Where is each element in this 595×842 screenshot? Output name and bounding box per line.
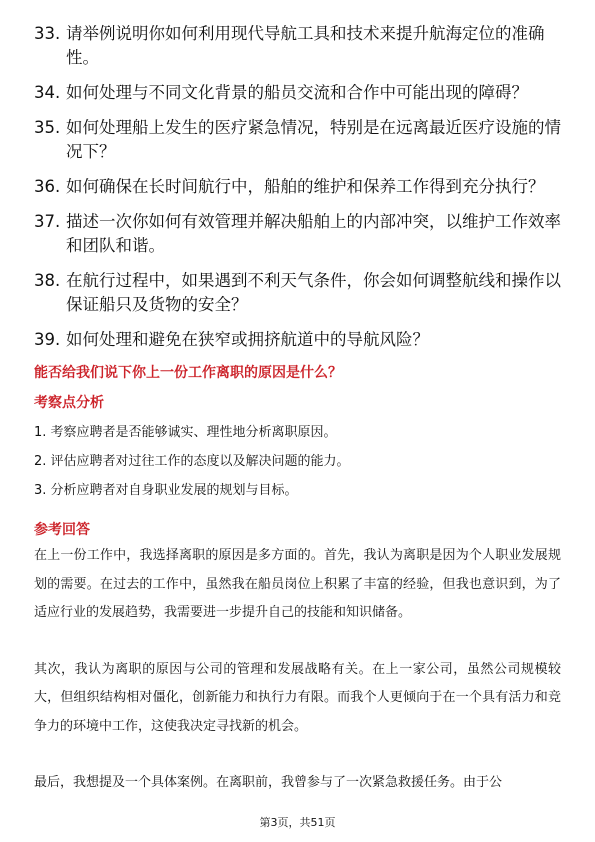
section-title: 能否给我们说下你上一份工作离职的原因是什么？ — [34, 365, 342, 381]
question-list — [34, 22, 561, 352]
question-text: 如何处理与不同文化背景的船员交流和合作中可能出现的障碍？ — [66, 83, 528, 102]
paragraph-spacer — [34, 741, 561, 769]
answer-heading: 参考回答 — [34, 522, 90, 538]
analysis-heading: 考察点分析 — [34, 395, 104, 411]
paragraph-spacer — [34, 628, 561, 656]
question-number: 39. — [34, 330, 61, 349]
question-number: 36. — [34, 177, 61, 196]
question-item — [34, 328, 561, 352]
question-item — [34, 22, 561, 70]
answer-paragraph: 在上一份工作中，我选择离职的原因是多方面的。首先，我认为离职是因为个人职业发展规划的需要。在过去的工作中，虽然我在船员岗位上积累了丰富的经验，但我也意识到，为了适应行业的发展趋势，我需要进一步提升自己的技能和知识储备。 — [34, 548, 561, 620]
question-text: 如何处理和避免在狭窄或拥挤航道中的导航风险？ — [66, 330, 429, 349]
question-text: 如何确保在长时间航行中，船舶的维护和保养工作得到充分执行？ — [66, 177, 545, 196]
question-number: 33. — [34, 24, 61, 43]
question-number: 35. — [34, 118, 61, 137]
question-number: 34. — [34, 83, 61, 102]
question-text: 在航行过程中，如果遇到不利天气条件，你会如何调整航线和操作以保证船只及货物的安全？ — [66, 271, 561, 314]
analysis-point: 1. 考察应聘者是否能够诚实、理性地分析离职原因。 — [34, 425, 337, 440]
analysis-point: 2. 评估应聘者对过往工作的态度以及解决问题的能力。 — [34, 454, 350, 469]
question-text: 请举例说明你如何利用现代导航工具和技术来提升航海定位的准确性。 — [66, 24, 545, 67]
question-item — [34, 210, 561, 258]
question-item — [34, 81, 561, 105]
page-footer — [0, 816, 595, 830]
question-item — [34, 269, 561, 317]
analysis-point: 3. 分析应聘者对自身职业发展的规划与目标。 — [34, 483, 298, 498]
question-number: 38. — [34, 271, 61, 290]
answer-paragraph: 最后，我想提及一个具体案例。在离职前，我曾参与了一次紧急救援任务。由于公 — [34, 775, 503, 790]
question-item — [34, 116, 561, 164]
page-number-label: 第3页，共51页 — [259, 816, 336, 829]
question-number: 37. — [34, 212, 61, 231]
question-text: 描述一次你如何有效管理并解决船舶上的内部冲突，以维护工作效率和团队和谐。 — [66, 212, 561, 255]
answer-paragraph: 其次，我认为离职的原因与公司的管理和发展战略有关。在上一家公司，虽然公司规模较大，但组织结构相对僵化，创新能力和执行力有限。而我个人更倾向于在一个具有活力和竞争力的环境中工作，这使我决定寻找新的机会。 — [34, 661, 561, 734]
question-item — [34, 175, 561, 199]
question-text: 如何处理船上发生的医疗紧急情况，特别是在远离最近医疗设施的情况下？ — [66, 118, 561, 161]
